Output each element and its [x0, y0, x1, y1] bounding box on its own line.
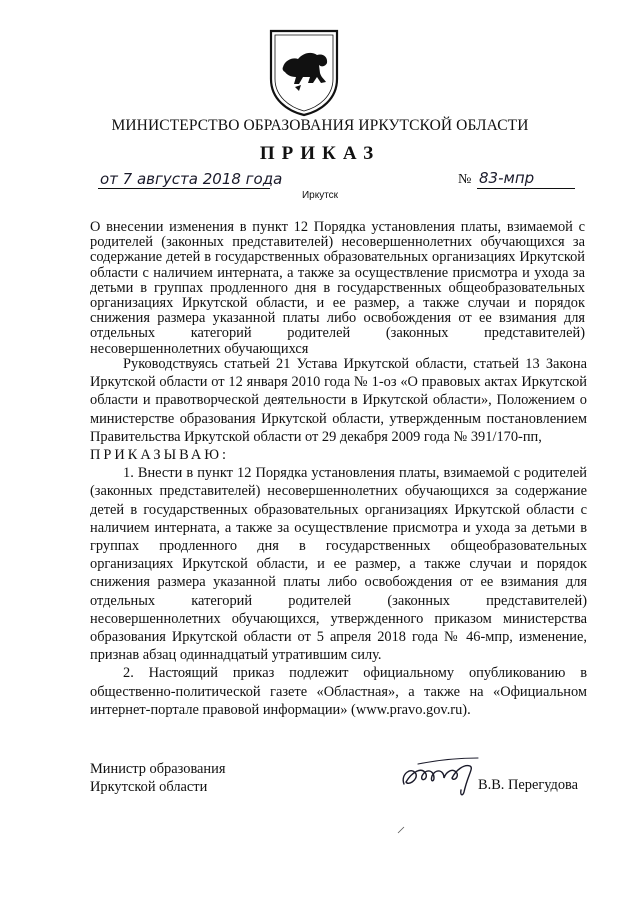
signer-title	[90, 760, 225, 796]
number-underline	[477, 188, 575, 189]
stray-mark	[396, 825, 406, 835]
coat-of-arms-emblem	[265, 27, 343, 117]
order-item-2: 2. Настоящий приказ подлежит официальному опубликованию в общественно-политической газете «Областная», а также на «Официальном интернет-портале правовой информации» (www.pravo.gov.ru).	[90, 665, 587, 718]
preamble-paragraph: Руководствуясь статьей 21 Устава Иркутской области, статьей 13 Закона Иркутской области от 12 января 2010 года № 1-оз «О правовых актах Иркутской области и правотворческой деятельности в Иркутской области», Положением о министерстве образования Иркутской области, утвержденным постановлением Правительства Иркутской области от 29 декабря 2009 года № 391/170-пп,	[90, 356, 587, 445]
document-type-title: ПРИКАЗ	[259, 143, 381, 164]
handwritten-signature	[398, 752, 484, 798]
order-date-handwritten: от 7 августа 2018 года	[100, 170, 283, 188]
signer-title-line2: Иркутской области	[90, 779, 208, 795]
ministry-name: МИНИСТЕРСТВО ОБРАЗОВАНИЯ ИРКУТСКОЙ ОБЛАСТИ	[111, 117, 529, 134]
order-subject: О внесении изменения в пункт 12 Порядка установления платы, взимаемой с родителей (законных представителей) несовершеннолетних обучающихся за содержание детей в государственных образовательных организациях Иркутской области с наличием интерната, а также за осуществление присмотра и ухода за детьми в группах продленного дня в государственных общеобразовательных организациях Иркутской области, и ее размер, а также случаи и порядок снижения размера указанной платы либо освобождения от ее взимания для отдельных категорий родителей (законных представителей) несовершеннолетних обучающихся	[90, 219, 585, 357]
order-body	[90, 355, 587, 719]
signer-name: В.В. Перегудова	[478, 777, 579, 793]
date-underline	[98, 188, 270, 189]
city-name: Иркутск	[301, 190, 339, 201]
order-word: ПРИКАЗЫВАЮ:	[90, 447, 230, 464]
signer-title-line1: Министр образования	[90, 761, 226, 777]
order-number-handwritten: 83-мпр	[479, 169, 535, 187]
order-number-label: №	[458, 172, 472, 187]
order-item-1: 1. Внести в пункт 12 Порядка установления платы, взимаемой с родителей (законных представителей) несовершеннолетних обучающихся за содержание детей в государственных образовательных организациях Иркутской области с наличием интерната, а также за осуществление присмотра и ухода за детьми в группах продленного дня в государственных общеобразовательных организациях Иркутской области, и ее размер, а также случаи и порядок снижения размера указанной платы либо освобождения от ее взимания для отдельных категорий родителей (законных представителей) несовершеннолетних обучающихся, утвержденного приказом министерства образования Иркутской области от 5 апреля 2018 года № 46-мпр, изменение, признав абзац одиннадцатый утратившим силу.	[90, 465, 587, 664]
